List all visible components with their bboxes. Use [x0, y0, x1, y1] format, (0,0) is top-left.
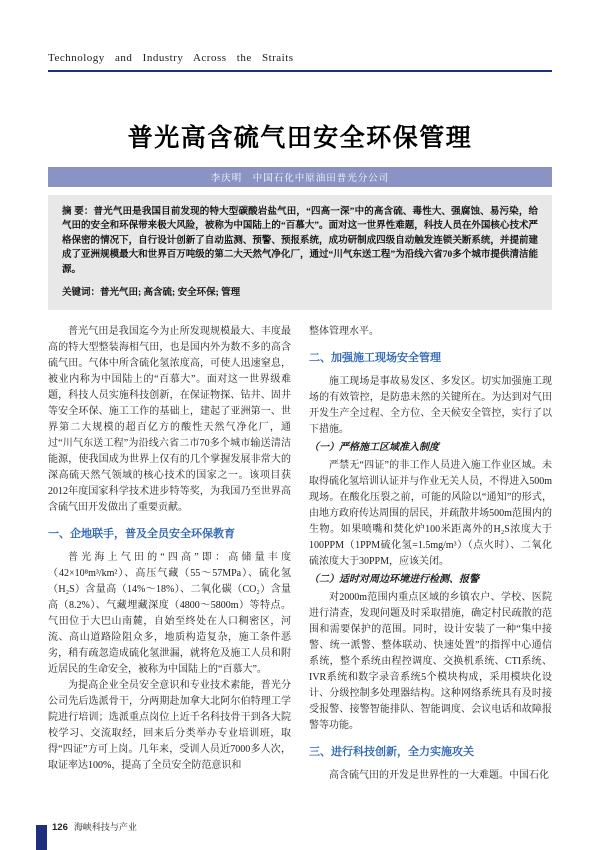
keywords-label: 关键词： — [62, 288, 101, 299]
paragraph: 对2000m范围内重点区域的乡镇农户、学校、医院进行清查，发现问题及时采取措施，确定村民疏散的范围和需要保护的范围。同时，设计安装了一种“集中接警、统一派警、整体联动、快速处置”的指挥中心通信系统，整个系统由程控调度、交换机系统、CTI系统、IVR系统和数字录音系统5个模块构成，采用模块化设计、分级控制多处理器结构。这种网络系统具有及时接受报警、接警智能排队、智能调度、会议电话和故障报警等功能。 — [309, 591, 552, 731]
abstract-paragraph — [62, 205, 538, 277]
section-heading-2: 二、加强施工现场安全管理 — [309, 351, 441, 364]
section-heading-3: 三、进行科技创新，全力实施攻关 — [309, 745, 474, 758]
keywords-line — [62, 286, 538, 300]
author-byline: 李庆明 中国石化中原油田普光分公司 — [48, 167, 552, 187]
keywords-text: 普光气田; 高含硫; 安全环保; 管理 — [100, 288, 241, 299]
sub-heading-1: （一）严格施工区域准入制度 — [309, 441, 439, 453]
paragraph: 施工现场是事故易发区、多发区。切实加强施工现场的有效管控，是防患未然的关键所在。为达到对气田开发生产全过程、全方位、全天候安全管控，实行了以下措施。 — [309, 375, 552, 435]
sub-heading-2: （二）适时对周边环境进行检测、报警 — [309, 573, 479, 585]
journal-name-chinese: 海峡科技与产业 — [73, 822, 137, 832]
abstract-box — [48, 195, 552, 310]
header-rule — [48, 70, 552, 72]
paragraph: 为提高企业全员安全意识和专业技术素能，普光分公司先后选派骨干，分两期赴加拿大北阿尔伯特理工学院进行培训；选派重点岗位上近千名科技骨干到各大院校学习、交流取经，回来后分类举办专业培训班，取得“四证”方可上岗。几年来，受训人员近7000多人次，取证率达100%，提高了全员安全防范意识和 — [48, 679, 291, 771]
article-title: 普光高含硫气田安全环保管理 — [127, 124, 473, 152]
right-column — [309, 324, 552, 822]
paragraph: 高含硫气田的开发是世界性的一大难题。中国石化 — [329, 769, 549, 781]
abstract-label: 摘 要： — [62, 207, 94, 217]
abstract-text: 普光气田是我国目前发现的特大型碳酸岩盐气田，“四高一深”中的高含硫、毒性大、强腐蚀、易污染，给气田的安全和环保带来极大风险，被称为中国陆上的“百慕大”。面对这一世界性难题，科技人员在外国核心技术严格保密的情况下，自行设计创新了自动监测、预警、预报系统，成功研制成四级自动触发连锁关断系统，并提前建成了亚洲规模最大和世界百万吨级的第二大天然气净化厂，通过“川气东送工程”为沿线六省70多个城市提供清洁能源。 — [62, 207, 538, 275]
left-column — [48, 324, 291, 822]
footer-accent-bar — [36, 825, 47, 850]
section-heading-1: 一、企地联手，普及全员安全环保教育 — [48, 527, 235, 540]
paragraph: 普光海上气田的“四高”即：高储量丰度（42×10⁸m³/km²）、高压气藏（55～57MPa）、硫化氢（H₂S）含量高（14%～18%）、二氧化碳（CO₂）含量高（8.2%）、气藏埋藏深度（4800～5800m）等特点。气田位于大巴山南麓，自始至终处在人口稠密区，河流、高山道路险阻众多，地质构造复杂，施工条件恶劣，稍有疏忽造成硫化氢泄漏，就将危及施工人员和附近居民的生命安全，被称为中国陆上的“百慕大”。 — [48, 551, 291, 675]
page-number: 126 — [52, 822, 68, 833]
footer — [52, 820, 137, 833]
paragraph: 普光气田是我国迄今为止所发现规模最大、丰度最高的特大型整装海相气田，也是国内外为数不多的高含硫气田。气体中所含硫化氢浓度高，可使人迅速窒息，被业内称为中国陆上的“百慕大”。面对这一世界级难题，科技人员实施科技创新，在保证物探、钻井、固井等安全环保、施工工作的基础上，建起了亚洲第一、世界第二大规模的超百亿方的酸性天然气净化厂，通过“川气东送工程”为沿线六省二市70多个城市输送清洁能源，使我国成为世界上仅有的几个掌握发展非常大的深高硫天然气领域的核心技术的国家之一。该项目获2012年度国家科学技术进步特等奖，为我国乃至世界高含硫气田开发做出了重要贡献。 — [48, 325, 291, 513]
paragraph-continuation: 整体管理水平。 — [309, 325, 379, 337]
journal-name-english: Technology and Industry Across the Straits — [48, 52, 294, 64]
body-columns — [48, 324, 552, 822]
paragraph: 严禁无“四证”的非工作人员进入施工作业区域。未取得硫化氢培训认证并与作业无关人员，不得进入500m现场。在酸化压裂之前，可能的风险以“通知”的形式，由地方政府传达周围的居民，并疏散井场500m范围内的生物。如果喷嘴和焚化炉100米距离外的H₂S浓度大于100PPM（1PPM硫化氢=1.5mg/m³）（点火时）、二氧化硫浓度大于30PPM，应该关闭。 — [309, 459, 552, 567]
